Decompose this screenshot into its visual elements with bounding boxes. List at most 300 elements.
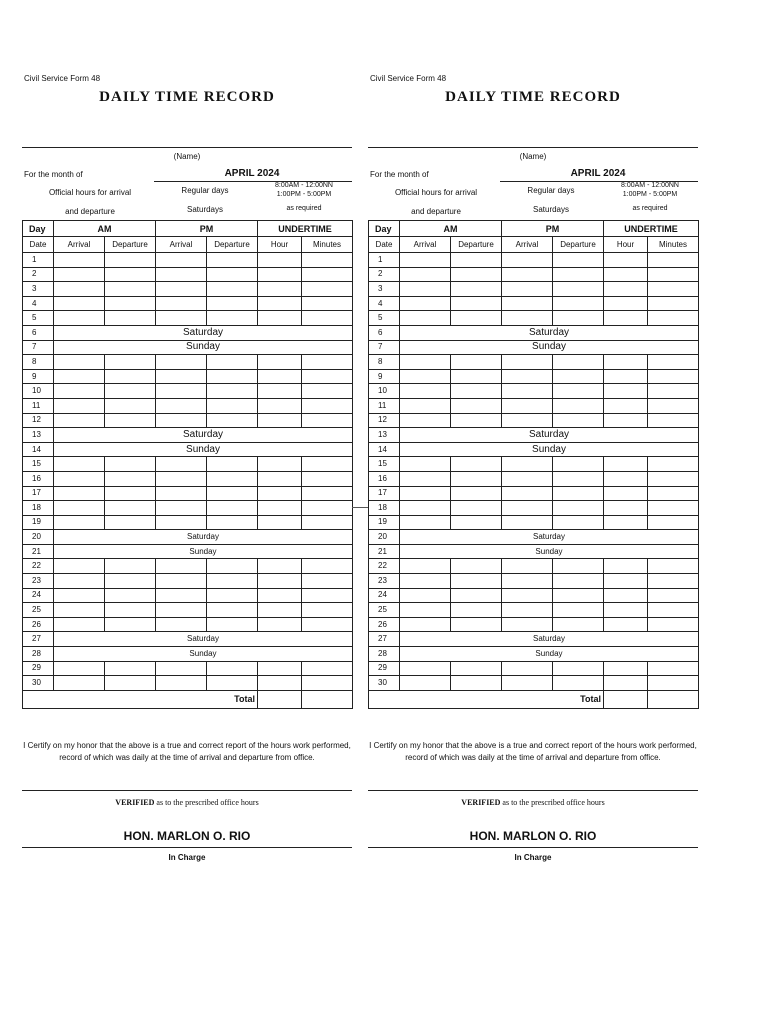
undertime-minutes-cell[interactable] <box>648 515 699 530</box>
am-departure-cell[interactable] <box>451 311 502 326</box>
pm-departure-cell[interactable] <box>553 369 604 384</box>
undertime-minutes-cell[interactable] <box>302 267 353 282</box>
am-arrival-cell[interactable] <box>400 515 451 530</box>
am-departure-cell[interactable] <box>451 661 502 676</box>
pm-arrival-cell[interactable] <box>502 296 553 311</box>
pm-departure-cell[interactable] <box>207 574 258 589</box>
undertime-hour-cell[interactable] <box>258 676 302 691</box>
day-row <box>23 355 353 370</box>
pm-departure-cell[interactable] <box>553 588 604 603</box>
pm-arrival-cell[interactable] <box>156 311 207 326</box>
undertime-hour-cell[interactable] <box>604 486 648 501</box>
undertime-hour-cell[interactable] <box>258 501 302 516</box>
am-arrival-cell[interactable] <box>54 311 105 326</box>
am-departure-cell[interactable] <box>451 588 502 603</box>
am-arrival-cell[interactable] <box>54 296 105 311</box>
am-departure-cell[interactable] <box>105 398 156 413</box>
pm-departure-cell[interactable] <box>553 398 604 413</box>
date-cell: 8 <box>23 355 54 370</box>
undertime-minutes-cell[interactable] <box>302 282 353 297</box>
pm-arrival-cell[interactable] <box>502 457 553 472</box>
am-arrival-cell[interactable] <box>400 676 451 691</box>
pm-departure-cell[interactable] <box>207 296 258 311</box>
pm-departure-cell[interactable] <box>207 384 258 399</box>
undertime-minutes-cell[interactable] <box>648 369 699 384</box>
undertime-minutes-cell[interactable] <box>302 588 353 603</box>
date-cell: 27 <box>369 632 400 647</box>
am-arrival-cell[interactable] <box>400 253 451 268</box>
undertime-minutes-cell[interactable] <box>302 398 353 413</box>
am-arrival-cell[interactable] <box>54 384 105 399</box>
pm-departure-cell[interactable] <box>553 676 604 691</box>
am-arrival-cell[interactable] <box>400 311 451 326</box>
am-arrival-cell[interactable] <box>54 676 105 691</box>
am-arrival-cell[interactable] <box>54 617 105 632</box>
weekend-label-cell: Saturday <box>400 530 699 545</box>
undertime-minutes-cell[interactable] <box>302 559 353 574</box>
am-departure-cell[interactable] <box>451 384 502 399</box>
undertime-hour-cell[interactable] <box>258 253 302 268</box>
undertime-hour-cell[interactable] <box>604 296 648 311</box>
undertime-hour-cell[interactable] <box>258 457 302 472</box>
pm-departure-cell[interactable] <box>553 282 604 297</box>
undertime-minutes-cell[interactable] <box>648 471 699 486</box>
am-departure-cell[interactable] <box>105 515 156 530</box>
pm-departure-cell[interactable] <box>207 413 258 428</box>
am-departure-cell[interactable] <box>105 574 156 589</box>
am-departure-cell[interactable] <box>451 413 502 428</box>
undertime-hour-cell[interactable] <box>258 574 302 589</box>
am-arrival-cell[interactable] <box>400 501 451 516</box>
pm-arrival-cell[interactable] <box>156 457 207 472</box>
am-arrival-cell[interactable] <box>54 471 105 486</box>
am-arrival-cell[interactable] <box>400 457 451 472</box>
total-hour-cell[interactable] <box>258 690 302 708</box>
pm-header: PM <box>502 221 604 237</box>
am-departure-cell[interactable] <box>105 296 156 311</box>
pm-arrival-cell[interactable] <box>156 384 207 399</box>
pm-arrival-cell[interactable] <box>502 515 553 530</box>
date-cell: 30 <box>23 676 54 691</box>
total-hour-cell[interactable] <box>604 690 648 708</box>
verified-description: as to the prescribed office hours <box>500 798 605 807</box>
pm-arrival-cell[interactable] <box>156 603 207 618</box>
undertime-hour-cell[interactable] <box>258 661 302 676</box>
pm-arrival-cell[interactable] <box>502 676 553 691</box>
am-arrival-cell[interactable] <box>400 471 451 486</box>
am-arrival-cell[interactable] <box>400 267 451 282</box>
undertime-hour-cell[interactable] <box>258 413 302 428</box>
undertime-minutes-cell[interactable] <box>648 486 699 501</box>
undertime-hour-cell[interactable] <box>604 574 648 589</box>
am-departure-cell[interactable] <box>451 515 502 530</box>
pm-departure-cell[interactable] <box>553 267 604 282</box>
am-arrival-cell[interactable] <box>54 486 105 501</box>
am-arrival-cell[interactable] <box>54 413 105 428</box>
am-departure-cell[interactable] <box>105 471 156 486</box>
undertime-minutes-cell[interactable] <box>302 296 353 311</box>
undertime-minutes-cell[interactable] <box>302 661 353 676</box>
certify-line-2: record of which was daily at the time of arrival and departure from office. <box>405 753 661 762</box>
pm-departure-cell[interactable] <box>207 282 258 297</box>
pm-departure-cell[interactable] <box>207 471 258 486</box>
am-departure-cell[interactable] <box>451 282 502 297</box>
weekend-label-cell: Saturday <box>400 428 699 443</box>
pm-departure-cell[interactable] <box>553 296 604 311</box>
pm-arrival-cell[interactable] <box>502 661 553 676</box>
undertime-minutes-cell[interactable] <box>648 501 699 516</box>
am-departure-cell[interactable] <box>105 267 156 282</box>
undertime-hour-cell[interactable] <box>604 282 648 297</box>
am-departure-cell[interactable] <box>451 559 502 574</box>
pm-departure-cell[interactable] <box>207 515 258 530</box>
pm-arrival-cell[interactable] <box>502 398 553 413</box>
undertime-minutes-cell[interactable] <box>648 398 699 413</box>
undertime-minutes-cell[interactable] <box>648 267 699 282</box>
date-cell: 25 <box>23 603 54 618</box>
day-row <box>23 515 353 530</box>
undertime-minutes-cell[interactable] <box>648 413 699 428</box>
am-departure-cell[interactable] <box>105 253 156 268</box>
undertime-hour-cell[interactable] <box>604 384 648 399</box>
am-arrival-cell[interactable] <box>400 355 451 370</box>
undertime-hour-cell[interactable] <box>258 471 302 486</box>
undertime-minutes-cell[interactable] <box>302 311 353 326</box>
pm-departure-cell[interactable] <box>553 253 604 268</box>
am-departure-cell[interactable] <box>105 282 156 297</box>
pm-arrival-cell[interactable] <box>502 559 553 574</box>
am-departure-cell[interactable] <box>451 253 502 268</box>
undertime-minutes-cell[interactable] <box>648 253 699 268</box>
pm-arrival-cell[interactable] <box>502 471 553 486</box>
undertime-minutes-cell[interactable] <box>302 384 353 399</box>
undertime-hour-cell[interactable] <box>604 661 648 676</box>
pm-arrival-cell[interactable] <box>156 282 207 297</box>
pm-arrival-cell[interactable] <box>502 311 553 326</box>
undertime-hour-cell[interactable] <box>604 515 648 530</box>
pm-arrival-cell[interactable] <box>156 574 207 589</box>
date-cell: 13 <box>23 428 54 443</box>
pm-arrival-cell[interactable] <box>502 267 553 282</box>
date-cell: 11 <box>369 398 400 413</box>
weekend-label-cell: Saturday <box>54 325 353 340</box>
pm-departure-cell[interactable] <box>207 588 258 603</box>
undertime-hour-cell[interactable] <box>604 311 648 326</box>
undertime-hour-cell[interactable] <box>258 559 302 574</box>
undertime-hour-cell[interactable] <box>604 603 648 618</box>
pm-arrival-cell[interactable] <box>156 588 207 603</box>
date-cell: 25 <box>369 603 400 618</box>
pm-arrival-cell[interactable] <box>502 588 553 603</box>
date-cell: 23 <box>23 574 54 589</box>
am-arrival-cell[interactable] <box>400 574 451 589</box>
undertime-minutes-cell[interactable] <box>302 515 353 530</box>
pm-arrival-cell[interactable] <box>156 355 207 370</box>
am-departure-cell[interactable] <box>105 457 156 472</box>
undertime-hour-cell[interactable] <box>604 398 648 413</box>
am-arrival-cell[interactable] <box>54 603 105 618</box>
undertime-hour-cell[interactable] <box>258 617 302 632</box>
pm-departure-cell[interactable] <box>553 501 604 516</box>
day-row <box>369 253 699 268</box>
pm-arrival-cell[interactable] <box>502 355 553 370</box>
day-row <box>23 384 353 399</box>
undertime-hour-cell[interactable] <box>258 398 302 413</box>
pm-departure-cell[interactable] <box>553 471 604 486</box>
am-departure-cell[interactable] <box>105 384 156 399</box>
undertime-hour-cell[interactable] <box>258 384 302 399</box>
pm-arrival-cell[interactable] <box>156 471 207 486</box>
pm-arrival-cell[interactable] <box>502 617 553 632</box>
undertime-hour-cell[interactable] <box>604 413 648 428</box>
am-departure-cell[interactable] <box>451 355 502 370</box>
am-arrival-cell[interactable] <box>54 253 105 268</box>
minutes-header: Minutes <box>302 237 353 253</box>
undertime-minutes-cell[interactable] <box>648 617 699 632</box>
undertime-minutes-cell[interactable] <box>648 661 699 676</box>
undertime-minutes-cell[interactable] <box>648 559 699 574</box>
am-arrival-cell[interactable] <box>400 413 451 428</box>
undertime-hour-cell[interactable] <box>604 676 648 691</box>
am-arrival-cell[interactable] <box>400 603 451 618</box>
am-arrival-cell[interactable] <box>400 559 451 574</box>
pm-departure-cell[interactable] <box>553 603 604 618</box>
am-departure-cell[interactable] <box>451 398 502 413</box>
date-cell: 16 <box>369 471 400 486</box>
undertime-hour-cell[interactable] <box>258 282 302 297</box>
undertime-minutes-cell[interactable] <box>302 603 353 618</box>
undertime-hour-cell[interactable] <box>258 355 302 370</box>
am-arrival-cell[interactable] <box>54 559 105 574</box>
am-departure-cell[interactable] <box>105 661 156 676</box>
pm-arrival-cell[interactable] <box>502 253 553 268</box>
pm-departure-cell[interactable] <box>553 413 604 428</box>
am-arrival-cell[interactable] <box>400 282 451 297</box>
am-departure-cell[interactable] <box>451 676 502 691</box>
am-departure-cell[interactable] <box>105 603 156 618</box>
undertime-hour-cell[interactable] <box>604 559 648 574</box>
pm-departure-cell[interactable] <box>207 603 258 618</box>
undertime-minutes-cell[interactable] <box>302 574 353 589</box>
undertime-hour-cell[interactable] <box>604 369 648 384</box>
pm-arrival-cell[interactable] <box>502 574 553 589</box>
pm-arrival-cell[interactable] <box>156 661 207 676</box>
undertime-minutes-cell[interactable] <box>648 588 699 603</box>
undertime-minutes-cell[interactable] <box>648 574 699 589</box>
am-departure-cell[interactable] <box>105 676 156 691</box>
pm-arrival-cell[interactable] <box>502 369 553 384</box>
day-row <box>23 457 353 472</box>
pm-arrival-cell[interactable] <box>502 486 553 501</box>
pm-departure-cell[interactable] <box>207 559 258 574</box>
pm-arrival-cell[interactable] <box>502 603 553 618</box>
am-arrival-cell[interactable] <box>54 515 105 530</box>
am-arrival-cell[interactable] <box>400 384 451 399</box>
pm-departure-cell[interactable] <box>207 267 258 282</box>
date-cell: 22 <box>369 559 400 574</box>
undertime-minutes-cell[interactable] <box>302 457 353 472</box>
pm-arrival-cell[interactable] <box>502 413 553 428</box>
pm-departure-cell[interactable] <box>553 559 604 574</box>
pm-departure-cell[interactable] <box>207 398 258 413</box>
pm-departure-cell[interactable] <box>207 661 258 676</box>
undertime-hour-cell[interactable] <box>604 457 648 472</box>
pm-departure-cell[interactable] <box>553 574 604 589</box>
pm-arrival-cell[interactable] <box>502 384 553 399</box>
pm-departure-cell[interactable] <box>207 501 258 516</box>
undertime-minutes-cell[interactable] <box>648 311 699 326</box>
am-departure-cell[interactable] <box>105 501 156 516</box>
pm-arrival-cell[interactable] <box>156 253 207 268</box>
pm-departure-cell[interactable] <box>553 661 604 676</box>
pm-arrival-cell[interactable] <box>156 413 207 428</box>
am-arrival-cell[interactable] <box>400 398 451 413</box>
pm-departure-cell[interactable] <box>207 486 258 501</box>
pm-departure-cell[interactable] <box>207 369 258 384</box>
undertime-hour-cell[interactable] <box>258 311 302 326</box>
undertime-hour-cell[interactable] <box>258 588 302 603</box>
am-departure-cell[interactable] <box>105 355 156 370</box>
am-departure-cell[interactable] <box>105 413 156 428</box>
am-departure-cell[interactable] <box>451 457 502 472</box>
am-arrival-cell[interactable] <box>400 369 451 384</box>
am-departure-cell[interactable] <box>105 369 156 384</box>
undertime-minutes-cell[interactable] <box>302 471 353 486</box>
am-arrival-cell[interactable] <box>400 296 451 311</box>
pm-departure-cell[interactable] <box>207 617 258 632</box>
am-departure-cell[interactable] <box>451 501 502 516</box>
am-departure-cell[interactable] <box>105 617 156 632</box>
undertime-minutes-cell[interactable] <box>648 282 699 297</box>
pm-departure-cell[interactable] <box>207 457 258 472</box>
pm-departure-cell[interactable] <box>207 311 258 326</box>
pm-arrival-cell[interactable] <box>502 501 553 516</box>
pm-arrival-cell[interactable] <box>156 676 207 691</box>
undertime-hour-cell[interactable] <box>258 603 302 618</box>
undertime-hour-cell[interactable] <box>604 617 648 632</box>
undertime-minutes-cell[interactable] <box>302 253 353 268</box>
pm-departure-cell[interactable] <box>207 253 258 268</box>
am-arrival-cell[interactable] <box>54 457 105 472</box>
am-arrival-cell[interactable] <box>54 369 105 384</box>
am-departure-cell[interactable] <box>105 559 156 574</box>
am-departure-cell[interactable] <box>451 471 502 486</box>
pm-departure-cell[interactable] <box>553 355 604 370</box>
am-arrival-cell[interactable] <box>400 617 451 632</box>
pm-arrival-cell[interactable] <box>156 398 207 413</box>
pm-arrival-cell[interactable] <box>156 486 207 501</box>
undertime-hour-cell[interactable] <box>258 486 302 501</box>
undertime-hour-cell[interactable] <box>604 471 648 486</box>
day-row <box>23 501 353 516</box>
undertime-hour-cell[interactable] <box>604 355 648 370</box>
undertime-hour-cell[interactable] <box>258 267 302 282</box>
pm-arrival-cell[interactable] <box>156 296 207 311</box>
saturday-hours: as required <box>632 205 668 212</box>
pm-departure-cell[interactable] <box>553 486 604 501</box>
total-minutes-cell[interactable] <box>302 690 353 708</box>
undertime-minutes-cell[interactable] <box>648 457 699 472</box>
pm-departure-cell[interactable] <box>207 676 258 691</box>
am-departure-cell[interactable] <box>451 369 502 384</box>
day-header: Day <box>369 221 400 237</box>
pm-departure-cell[interactable] <box>553 617 604 632</box>
undertime-hour-cell[interactable] <box>604 588 648 603</box>
day-row <box>369 661 699 676</box>
undertime-hour-cell[interactable] <box>604 267 648 282</box>
am-departure-cell[interactable] <box>105 486 156 501</box>
am-arrival-cell[interactable] <box>54 355 105 370</box>
pm-arrival-cell[interactable] <box>156 617 207 632</box>
am-departure-cell[interactable] <box>451 574 502 589</box>
undertime-minutes-cell[interactable] <box>302 676 353 691</box>
pm-departure-cell[interactable] <box>553 457 604 472</box>
pm-arrival-cell[interactable] <box>156 267 207 282</box>
time-record-table <box>22 220 353 709</box>
undertime-minutes-cell[interactable] <box>302 413 353 428</box>
pm-arrival-cell[interactable] <box>156 501 207 516</box>
undertime-hour-cell[interactable] <box>258 369 302 384</box>
undertime-minutes-cell[interactable] <box>302 617 353 632</box>
pm-arrival-cell[interactable] <box>502 282 553 297</box>
am-departure-cell[interactable] <box>451 603 502 618</box>
am-arrival-cell[interactable] <box>400 486 451 501</box>
month-label: For the month of <box>370 170 429 179</box>
pm-departure-cell[interactable] <box>553 311 604 326</box>
undertime-minutes-cell[interactable] <box>648 384 699 399</box>
am-departure-cell[interactable] <box>451 296 502 311</box>
undertime-minutes-cell[interactable] <box>648 355 699 370</box>
undertime-hour-cell[interactable] <box>604 501 648 516</box>
undertime-minutes-cell[interactable] <box>302 486 353 501</box>
pm-departure-cell[interactable] <box>553 384 604 399</box>
undertime-hour-cell[interactable] <box>258 296 302 311</box>
am-departure-cell[interactable] <box>451 617 502 632</box>
pm-departure-cell[interactable] <box>553 515 604 530</box>
undertime-hour-cell[interactable] <box>258 515 302 530</box>
am-arrival-cell[interactable] <box>400 588 451 603</box>
undertime-minutes-cell[interactable] <box>648 603 699 618</box>
am-arrival-cell[interactable] <box>400 661 451 676</box>
undertime-minutes-cell[interactable] <box>648 676 699 691</box>
am-departure-cell[interactable] <box>451 267 502 282</box>
date-cell: 21 <box>23 544 54 559</box>
am-departure-cell[interactable] <box>105 588 156 603</box>
am-arrival-cell[interactable] <box>54 661 105 676</box>
pm-departure-cell[interactable] <box>207 355 258 370</box>
pm-arrival-cell[interactable] <box>156 559 207 574</box>
name-line[interactable] <box>22 147 352 148</box>
total-minutes-cell[interactable] <box>648 690 699 708</box>
pm-arrival-cell[interactable] <box>156 515 207 530</box>
undertime-minutes-cell[interactable] <box>302 369 353 384</box>
am-arrival-cell[interactable] <box>54 588 105 603</box>
am-departure-header: Departure <box>451 237 502 253</box>
undertime-minutes-cell[interactable] <box>302 501 353 516</box>
name-line[interactable] <box>368 147 698 148</box>
am-arrival-cell[interactable] <box>54 574 105 589</box>
am-arrival-cell[interactable] <box>54 267 105 282</box>
undertime-hour-cell[interactable] <box>604 253 648 268</box>
am-departure-cell[interactable] <box>105 311 156 326</box>
am-arrival-cell[interactable] <box>54 398 105 413</box>
pm-arrival-cell[interactable] <box>156 369 207 384</box>
am-arrival-cell[interactable] <box>54 501 105 516</box>
am-departure-cell[interactable] <box>451 486 502 501</box>
undertime-minutes-cell[interactable] <box>648 296 699 311</box>
undertime-minutes-cell[interactable] <box>302 355 353 370</box>
am-arrival-cell[interactable] <box>54 282 105 297</box>
